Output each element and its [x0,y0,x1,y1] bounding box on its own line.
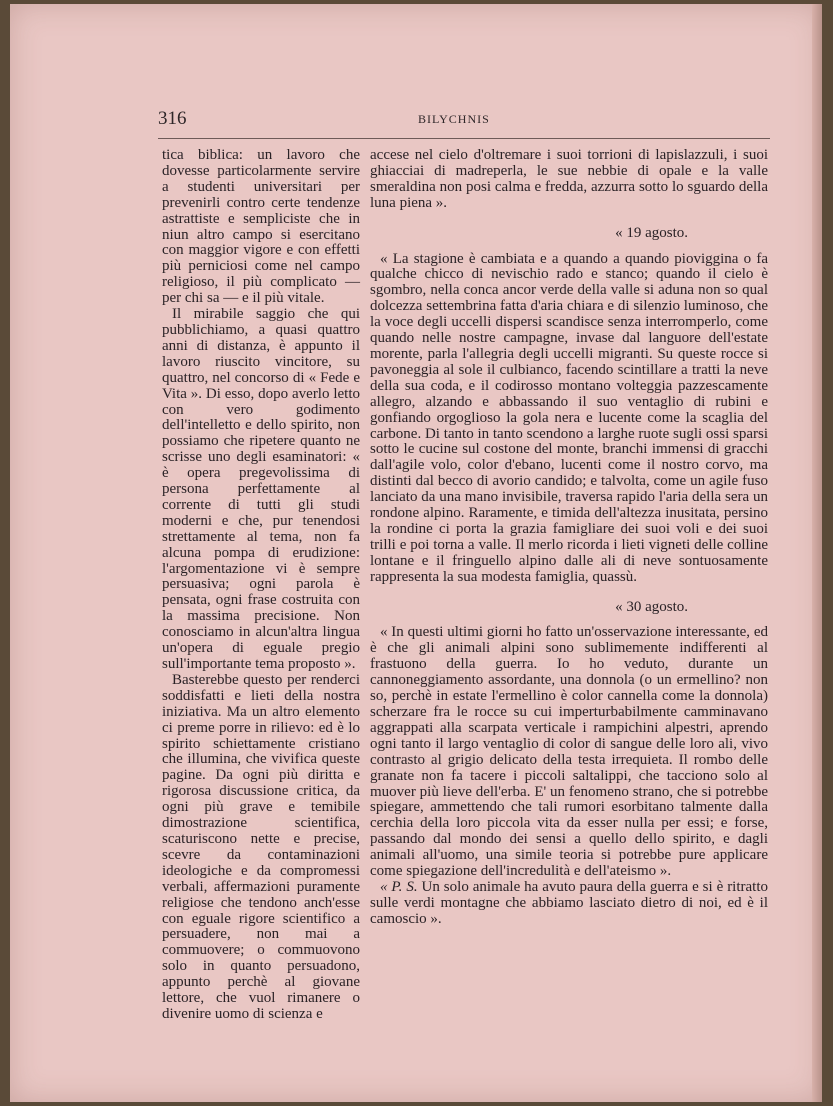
right-paragraph-1: accese nel cielo d'oltremare i suoi torrioni di lapislazzuli, i suoi ghiacciai di madreperla, le sue nebbie di opale e la valle smeraldina non posi calma e fredda, azzurra sotto lo sguardo della luna piena ». [370,147,768,211]
right-column [370,148,768,928]
left-paragraph-3: Basterebbe questo per renderci soddisfatti e lieti della nostra iniziativa. Ma un altro elemento ci preme porre in rilievo: ed è lo spirito schiettamente cristiano che illumina, che vivifica queste pagine. Da ogni più diritta e rigorosa discussione critica, da ogni più grave e temibile dimostrazione scientifica, scaturiscono nette e precise, scevre da contaminazioni ideologiche e da compromessi verbali, affermazioni puramente religiose che tendono anch'esse con eguale rigore scientifico a persuadere, non mai a commuovere; o commuovono solo in quanto persuadono, appunto perchè al giovane lettore, che vuol rimanere o divenire uomo di scienza e [162,671,360,1022]
right-paragraph-2: « La stagione è cambiata e a quando a quando pioviggina o fa qualche chicco di nevischio rado e stanco; quando il cielo è sgombro, nella conca ancor verde della valle si aduna non so qual dolcezza settembrina fatta d'aria chiara e di silenzio luminoso, che la voce degli uccelli dispersi scandisce senza interromperlo, come quando nelle nostre campagne, invase dal languore dell'estate morente, parla l'allegria degli uccelli migranti. Su queste rocce si pavoneggia al sole il culbianco, facendo scintillare a tratti la neve della sua coda, e il codirosso montano volteggia pazzescamente allegro, alzando e abbassando il suo ventaglio di rubini e gonfiando orgoglioso la gola nera e lucente come la scaglia del carbone. Di tanto in tanto scendono a larghe ruote sugli ossi sparsi sotto le cucine sul costone del monte, branchi immensi di gracchi dall'agile volo, color d'ebano, lucenti come il nostro corvo, ma distinti dal becco di avorio candido; e talvolta, come un agile fuso lanciato da una mano invisibile, traversa rapido l'aria della sera un rondone alpino. Raramente, e timida dell'altezza inusitata, persino la rondine ci porta la grazia famigliare dei suoi voli e dei suoi trilli e poi torna a valle. Il merlo ricorda i lieti vigneti delle colline lontane e il fringuello alpino dalle ali di neve sontuosamente rappresenta la sua modesta famiglia, quassù. [370,250,768,585]
dateline-30-agosto: « 30 agosto. [615,598,688,615]
dateline-19-agosto: « 19 agosto. [615,224,688,241]
page-number: 316 [158,108,187,129]
page-edge [812,4,822,1102]
postscript-text: Un solo animale ha avuto paura della guerra e si è ritratto sulle verdi montagne che abbiamo lasciato dietro di noi, ed è il camoscio ». [370,878,769,927]
page-header [158,108,770,139]
right-paragraph-3: « In questi ultimi giorni ho fatto un'osservazione interessante, ed è che gli animali alpini sono sublimemente indifferenti al frastuono della guerra. Io ho veduto, durante un cannoneggiamento assordante, una donnola (o un ermellino? non so, perchè in estate l'ermellino è color cannella come la donnola) scherzare fra le rocce su cui imperturbabilmente camminavano aggrappati alla scarpata verticale i rampichini alpestri, aprendo ogni tanto il largo ventaglio di color di sangue delle loro ali, vivo contrasto al grigio delicato della testa irrequieta. Il rombo delle granate non fa tacere i piccoli saltalippi, che tacciono solo al muover più lieve dell'erba. E' un fenomeno strano, che si potrebbe spiegare, ammettendo che tali rumori esorbitano talmente dalla cerchia della loro piccola vita da esser nulla per essi; e forse, passando dal mondo dei sensi a quello dello spirito, e dagli animali all'uomo, una simile teoria si potrebbe pure applicare come spiegazione dell'incredulità e dell'ateismo ». [370,624,768,880]
left-paragraph-2: Il mirabile saggio che qui pubblichiamo, a quasi quattro anni di distanza, è appunto il lavoro riuscito vincitore, su quattro, nel concorso di « Fede e Vita ». Di esso, dopo averlo letto con vero godimento dell'intelletto e dello spirito, non possiamo che ripetere quanto ne scrisse uno degli esaminatori: « è opera pregevolissima di persona perfettamente al corrente di tutti gli studi moderni e che, pur tenendosi strettamente al tema, non fa alcuna pompa di erudizione: l'argomentazione vi è sempre persuasiva; ogni parola è pensata, ogni frase costruita con la massima precisione. Non conosciamo in alcun'altra lingua un'opera di eguale pregio sull'importante tema proposto ». [162,306,360,672]
left-paragraph-1: tica biblica: un lavoro che dovesse particolarmente servire a studenti universitari per prevenirli contro certe tendenze astrattiste e sempliciste che in niun altro campo si esercitano con maggior vigore e con effetti più perniciosi come nel campo religioso, il più complicato — per chi sa — e il più vitale. [162,147,360,307]
left-column [162,148,360,1023]
postscript [370,880,768,928]
postscript-label: « P. S. [380,878,418,895]
running-title: BILYCHNIS [418,112,490,126]
